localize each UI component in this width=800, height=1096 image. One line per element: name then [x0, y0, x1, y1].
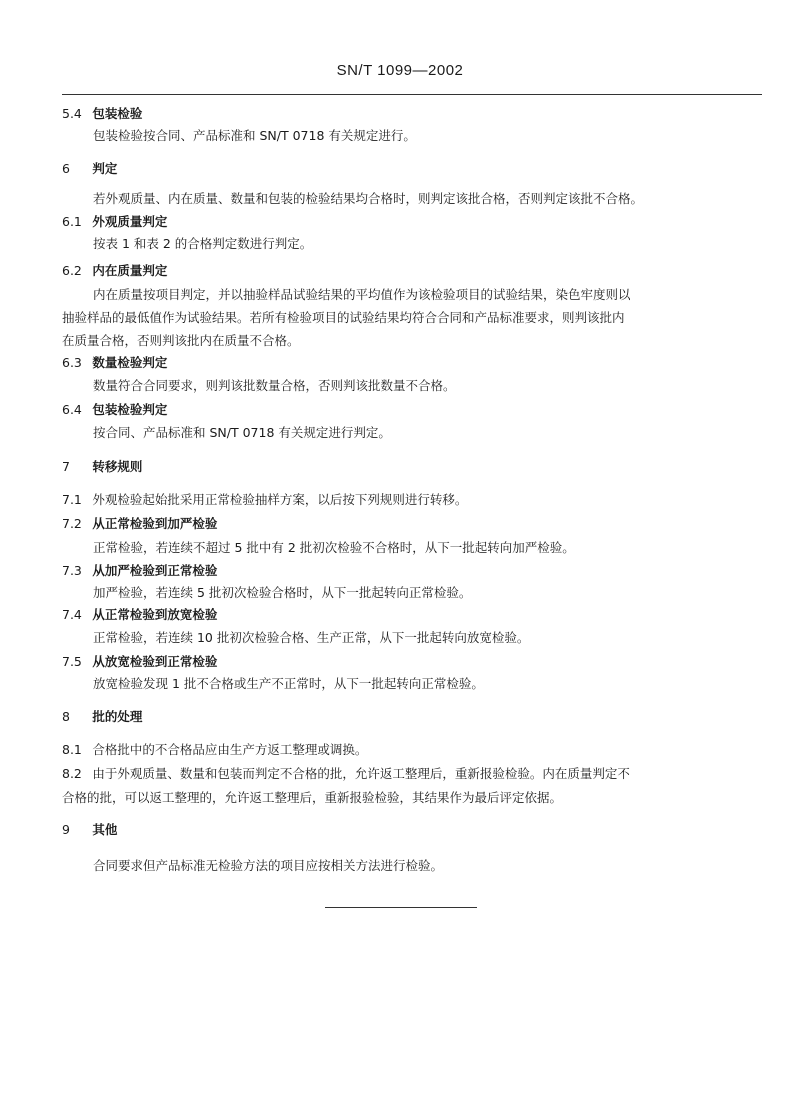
- section-title: 转移规则: [92, 459, 143, 474]
- section-number: 8: [62, 709, 70, 724]
- section-number: 8.2: [62, 766, 82, 781]
- section-7-5-text: 放宽检验发现 1 批不合格或生产不正常时，从下一批起转向正常检验。: [93, 676, 484, 691]
- section-title: 包装检验判定: [92, 402, 168, 417]
- section-number: 6.1: [62, 214, 82, 229]
- section-6-2-heading: [62, 261, 167, 279]
- section-6-4-text: 按合同、产品标准和 SN/T 0718 有关规定进行判定。: [93, 425, 391, 440]
- section-9-text: 合同要求但产品标准无检验方法的项目应按相关方法进行检验。: [93, 858, 444, 873]
- section-number: 6: [62, 161, 70, 176]
- section-7-1-heading: [62, 490, 467, 508]
- section-8-2-line-2: 合格的批，可以返工整理的，允许返工整理后，重新报验检验，其结果作为最后评定依据。: [62, 790, 563, 805]
- section-number: 6.2: [62, 263, 82, 278]
- section-6-2-line-3: 在质量合格，否则判该批内在质量不合格。: [62, 333, 300, 348]
- section-title: 内在质量判定: [92, 263, 168, 278]
- section-number: 7.5: [62, 654, 82, 669]
- section-8-heading: [62, 707, 142, 725]
- section-text: 由于外观质量、数量和包装而判定不合格的批，允许返工整理后，重新报验检验。内在质量判定不: [92, 766, 630, 781]
- section-title: 外观质量判定: [92, 214, 168, 229]
- section-number: 6.3: [62, 355, 82, 370]
- section-number: 8.1: [62, 742, 82, 757]
- section-9-heading: [62, 820, 117, 838]
- section-6-3-text: 数量符合合同要求，则判该批数量合格，否则判该批数量不合格。: [93, 378, 456, 393]
- section-7-3-heading: [62, 561, 217, 579]
- section-7-4-heading: [62, 605, 217, 623]
- section-number: 7.4: [62, 607, 82, 622]
- section-title: 判定: [92, 161, 118, 176]
- standard-code-header: SN/T 1099—2002: [336, 62, 464, 79]
- section-text: 外观检验起始批采用正常检验抽样方案，以后按下列规则进行转移。: [92, 492, 468, 507]
- section-7-2-text: 正常检验，若连续不超过 5 批中有 2 批初次检验不合格时，从下一批起转向加严检验。: [93, 540, 575, 555]
- section-6-1-text: 按表 1 和表 2 的合格判定数进行判定。: [93, 236, 313, 251]
- section-5-4-heading: [62, 104, 142, 122]
- section-number: 9: [62, 822, 70, 837]
- section-title: 从加严检验到正常检验: [92, 563, 218, 578]
- section-number: 7.1: [62, 492, 82, 507]
- section-title: 批的处理: [92, 709, 143, 724]
- section-6-1-heading: [62, 212, 167, 230]
- section-6-2-line-2: 抽验样品的最低值作为试验结果。若所有检验项目的试验结果均符合合同和产品标准要求，则判该批内: [62, 310, 625, 325]
- section-number: 7: [62, 459, 70, 474]
- section-title: 从放宽检验到正常检验: [92, 654, 218, 669]
- section-5-4-text: 包装检验按合同、产品标准和 SN/T 0718 有关规定进行。: [93, 128, 416, 143]
- section-7-4-text: 正常检验，若连续 10 批初次检验合格、生产正常，从下一批起转向放宽检验。: [93, 630, 530, 645]
- section-title: 其他: [92, 822, 118, 837]
- section-7-5-heading: [62, 652, 217, 670]
- section-6-3-heading: [62, 353, 167, 371]
- section-6-2-line-1: 内在质量按项目判定，并以抽验样品试验结果的平均值作为该检验项目的试验结果，染色牢度则以: [93, 287, 631, 302]
- section-6-4-heading: [62, 400, 167, 418]
- section-number: 5.4: [62, 106, 82, 121]
- end-rule: [325, 907, 477, 908]
- section-number: 6.4: [62, 402, 82, 417]
- section-8-2-heading: [62, 764, 630, 782]
- section-title: 包装检验: [92, 106, 143, 121]
- section-text: 合格批中的不合格品应由生产方返工整理或调换。: [92, 742, 368, 757]
- section-6-text: 若外观质量、内在质量、数量和包装的检验结果均合格时，则判定该批合格，否则判定该批不合格。: [93, 191, 644, 206]
- section-number: 7.3: [62, 563, 82, 578]
- section-title: 数量检验判定: [92, 355, 168, 370]
- section-8-1-heading: [62, 740, 367, 758]
- header-rule: [62, 94, 762, 95]
- section-7-2-heading: [62, 514, 217, 532]
- section-6-heading: [62, 159, 117, 177]
- section-number: 7.2: [62, 516, 82, 531]
- section-title: 从正常检验到放宽检验: [92, 607, 218, 622]
- section-title: 从正常检验到加严检验: [92, 516, 218, 531]
- section-7-3-text: 加严检验，若连续 5 批初次检验合格时，从下一批起转向正常检验。: [93, 585, 472, 600]
- section-7-heading: [62, 457, 142, 475]
